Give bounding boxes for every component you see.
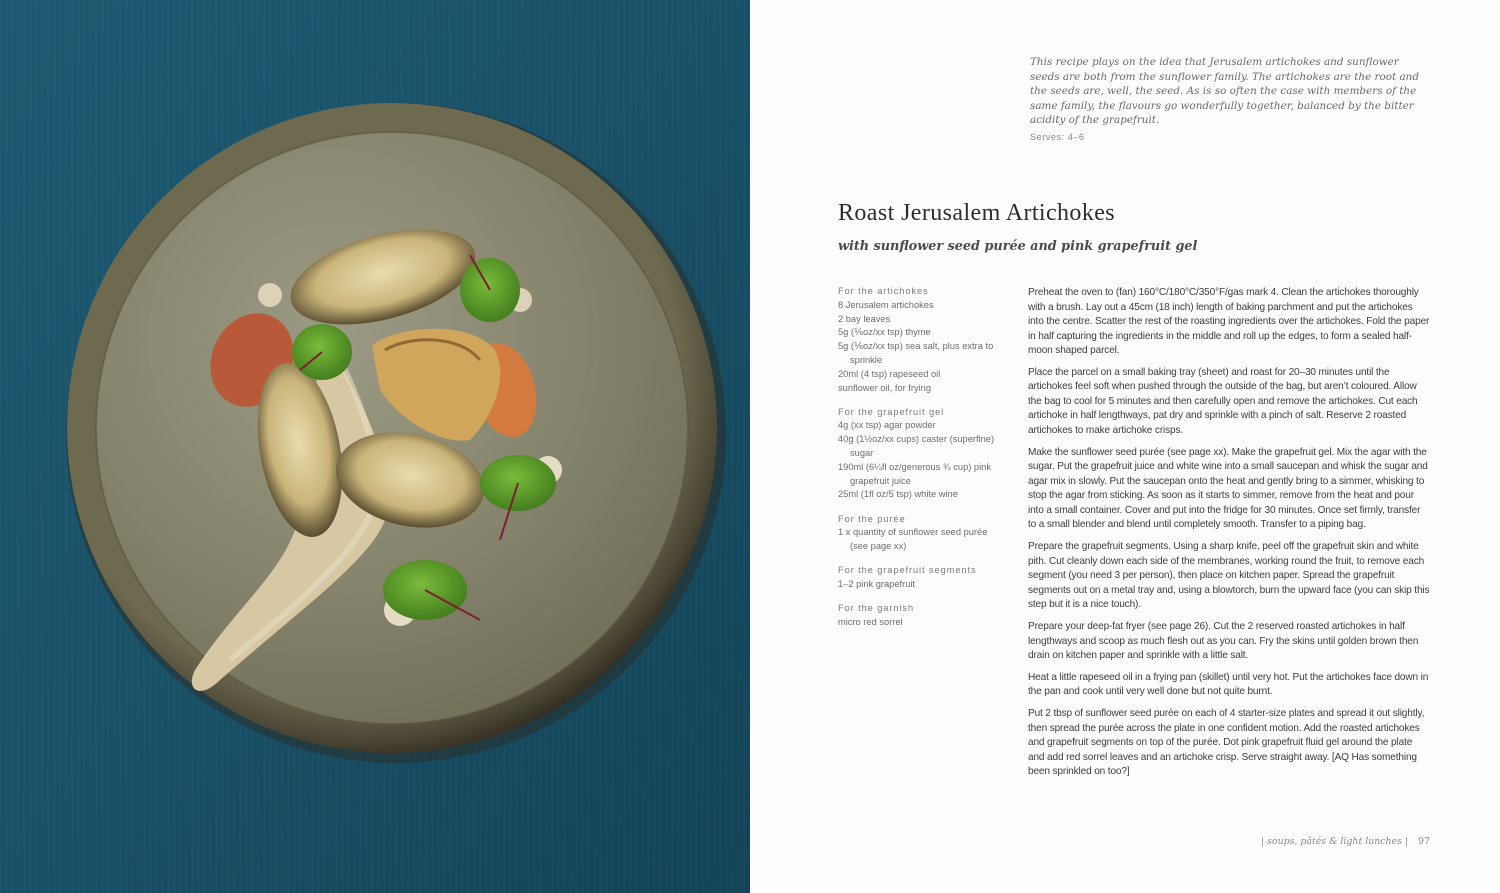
page-footer xyxy=(1261,836,1430,847)
ingredients-list xyxy=(838,285,1003,640)
ingredient-group-puree xyxy=(838,513,1003,554)
ingredient-group-artichokes xyxy=(838,285,1003,395)
recipe-subtitle: with sunflower seed purée and pink grapefruit gel xyxy=(838,239,1198,254)
ingredient-group-heading: For the garnish xyxy=(838,603,915,614)
ingredient-group-heading: For the purée xyxy=(838,513,906,524)
ingredient-group-garnish xyxy=(838,602,1003,630)
ingredient-item: micro red sorrel xyxy=(838,616,903,627)
section-name: | soups, pâtés & light lunches | xyxy=(1260,836,1409,847)
ingredient-item: 5g (⅙oz/xx tsp) thyme xyxy=(838,327,931,338)
recipe-title: Roast Jerusalem Artichokes xyxy=(838,200,1116,226)
method-paragraph: Prepare your deep-fat fryer (see page 26). Cut the 2 reserved roasted artichokes in half lengthways and scoop as much flesh out as you can. Fry the skins until golden brown then drain on kitchen paper and sprinkle with a little salt. xyxy=(1028,621,1419,662)
ingredient-group-grapefruit-gel xyxy=(838,406,1003,503)
ingredient-item: 1 x quantity of sunflower seed purée (see page xx) xyxy=(838,527,988,552)
method-paragraph: Make the sunflower seed purée (see page xx). Make the grapefruit gel. Mix the agar with the sugar. Put the grapefruit juice and white wine into a small saucepan and whisk the sugar and agar mix in slowly. Put the saucepan onto the heat and gently bring to a simmer, whisking to stop the agar from sticking. As soon as it starts to simmer, remove from the heat and pour into a small container. Cover and put into the fridge for 30 minutes. Once set firmly, transfer to a small blender and blend until completely smooth. Transfer to a piping bag. xyxy=(1028,446,1428,531)
ingredient-item: 40g (1½oz/xx cups) caster (superfine) sugar xyxy=(838,434,995,459)
ingredient-item: 8 Jerusalem artichokes xyxy=(838,299,934,310)
ingredient-item: 25ml (1fl oz/5 tsp) white wine xyxy=(838,489,958,500)
ingredient-item: 190ml (6¼fl oz/generous ¾ cup) pink grapefruit juice xyxy=(838,461,991,486)
ingredient-group-heading: For the artichokes xyxy=(838,286,929,296)
ingredient-item: 4g (xx tsp) agar powder xyxy=(838,420,936,431)
recipe-intro: This recipe plays on the idea that Jerusalem artichokes and sunflower seeds are both from the sunflower family. The artichokes are the root and the seeds are, well, the seed. As is so often the case with members of the same family, the flavours go wonderfully together, balanced by the bitter acidity of the grapefruit. xyxy=(1030,56,1420,126)
ingredient-group-grapefruit-segments xyxy=(838,564,1003,592)
recipe-page xyxy=(750,0,1500,893)
ingredient-item: sunflower oil, for frying xyxy=(838,382,932,393)
ingredient-item: 20ml (4 tsp) rapeseed oil xyxy=(838,368,941,379)
serves-note: Serves: 4–6 xyxy=(1030,132,1085,142)
method-paragraph: Preheat the oven to (fan) 160°C/180°C/350°F/gas mark 4. Clean the artichokes thoroughly with a brush. Lay out a 45cm (18 inch) length of baking parchment and put the artichokes into the centre. Scatter the rest of the roasting ingredients over the artichokes. Fold the paper in half capturing the ingredients in the middle and roll up the edges, to form a sealed half-moon shaped parcel. xyxy=(1028,287,1430,356)
method-paragraph: Heat a little rapeseed oil in a frying pan (skillet) until very hot. Put the artichokes face down in the pan and cook until very well done but not quite burnt. xyxy=(1028,671,1429,698)
ingredient-item: 1–2 pink grapefruit xyxy=(838,579,916,590)
ingredient-group-heading: For the grapefruit segments xyxy=(838,565,977,576)
method-paragraph: Place the parcel on a small baking tray (sheet) and roast for 20–30 minutes until the artichokes feel soft when pushed through the outside of the bag, but aren’t coloured. Allow the bag to cool for 5 minutes and then carefully open and remove the artichokes. Cut each artichoke in half lengthways, pat dry and sprinkle with a pinch of salt. Reserve 2 roasted artichokes to make artichoke crisps. xyxy=(1028,366,1418,436)
ingredient-item: 2 bay leaves xyxy=(838,313,891,324)
method-steps xyxy=(1028,286,1430,787)
page-number: 97 xyxy=(1418,836,1430,847)
method-paragraph: Prepare the grapefruit segments. Using a sharp knife, peel off the grapefruit skin and white pith. Cut cleanly down each side of the membranes, working round the fruit, to remove each segment (you need 3 per person), then place on kitchen paper. Spread the grapefruit segments out on a metal tray and, using a blowtorch, burn the upward face (you can skip this step but it is a nice touch). xyxy=(1028,541,1430,611)
ingredient-item: 5g (⅙oz/xx tsp) sea salt, plus extra to sprinkle xyxy=(838,341,994,365)
method-paragraph: Put 2 tbsp of sunflower seed purée on each of 4 starter-size plates and spread it out slightly, then spread the purée across the plate in one confident motion. Add the roasted artichokes and grapefruit segments on top of the purée. Dot pink grapefruit fluid gel around the plate and add red sorrel leaves and an artichoke crisp. Serve straight away. [AQ Has something been sprinkled on too?] xyxy=(1028,708,1425,778)
ingredient-group-heading: For the grapefruit gel xyxy=(838,406,945,417)
